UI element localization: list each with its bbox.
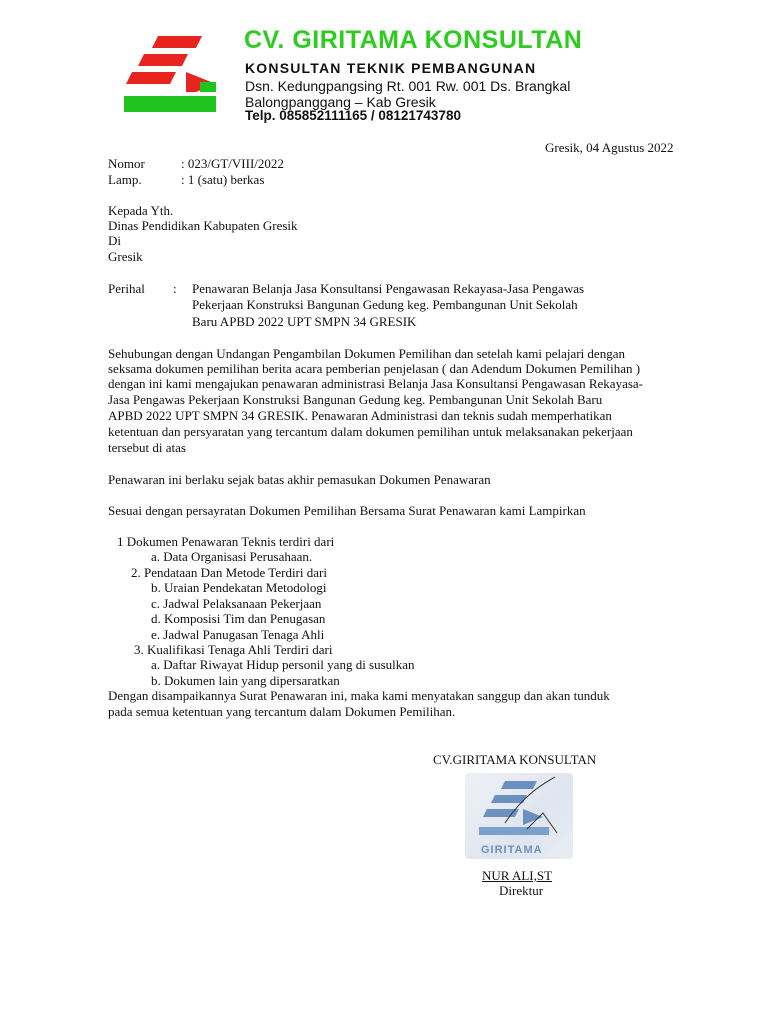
place-date: Gresik, 04 Agustus 2022 [545, 140, 674, 155]
list-item: 3. Kualifikasi Tenaga Ahli Terdiri dari [134, 642, 333, 657]
list-item: c. Jadwal Pelaksanaan Pekerjaan [151, 596, 322, 611]
list-item: a. Daftar Riwayat Hidup personil yang di susulkan [151, 657, 415, 672]
body-line-4: Jasa Pengawas Pekerjaan Konstruksi Bangunan Gedung keg. Pembangunan Unit Sekolah Baru [108, 392, 603, 407]
recipient-line-2: Dinas Pendidikan Kabupaten Gresik [108, 218, 298, 233]
body-line-2: seksama dokumen pemilihan berita acara pemberian penjelasan ( dan Adendum Dokumen Pemilihan ) [108, 361, 641, 376]
signatory-name: NUR ALI,ST [482, 868, 553, 883]
closing-line-2: pada semua ketentuan yang tercantum dalam Dokumen Pemilihan. [108, 704, 456, 719]
list-item: d. Komposisi Tim dan Penugasan [151, 611, 326, 626]
lamp-value: : 1 (satu) berkas [181, 172, 265, 187]
nomor-value: : 023/GT/VIII/2022 [181, 156, 284, 171]
body-line-7: tersebut di atas [108, 440, 186, 455]
company-stamp [465, 773, 573, 859]
recipient-line-3: Di [108, 233, 121, 248]
attachment-intro: Sesuai dengan persayratan Dokumen Pemilihan Bersama Surat Penawaran kami Lampirkan [108, 503, 586, 518]
stamp-text: GIRITAMA [481, 844, 543, 856]
company-subtitle: KONSULTAN TEKNIK PEMBANGUNAN [245, 60, 537, 76]
list-item: 2. Pendataan Dan Metode Terdiri dari [131, 565, 327, 580]
validity-text: Penawaran ini berlaku sejak batas akhir pemasukan Dokumen Penawaran [108, 472, 491, 487]
company-name: CV. GIRITAMA KONSULTAN [244, 26, 583, 54]
phone-number: Telp. 085852111165 / 08121743780 [245, 108, 461, 123]
perihal-colon: : [173, 281, 177, 296]
body-line-1: Sehubungan dengan Undangan Pengambilan Dokumen Pemilihan dan setelah kami pelajari dengan [108, 346, 625, 361]
lamp-label: Lamp. [108, 172, 142, 187]
list-item: a. Data Organisasi Perusahaan. [151, 549, 313, 564]
list-item: b. Dokumen lain yang dipersaratkan [151, 673, 340, 688]
list-item: 1 Dokumen Penawaran Teknis terdiri dari [117, 534, 335, 549]
list-item: b. Uraian Pendekatan Metodologi [151, 580, 327, 595]
recipient-line-4: Gresik [108, 249, 143, 264]
list-item: e. Jadwal Panugasan Tenaga Ahli [151, 627, 325, 642]
body-line-3: dengan ini kami mengajukan penawaran administrasi Belanja Jasa Konsultansi Pengawasan Rekayasa- [108, 376, 644, 391]
closing-line-1: Dengan disampaikannya Surat Penawaran ini, maka kami menyatakan sanggup dan akan tunduk [108, 688, 610, 703]
body-line-6: ketentuan dan persyaratan yang tercantum dalam dokumen pemilihan untuk melaksanakan pekerjaan [108, 424, 633, 439]
perihal-line-3: Baru APBD 2022 UPT SMPN 34 GRESIK [192, 314, 417, 329]
perihal-line-2: Pekerjaan Konstruksi Bangunan Gedung keg. Pembangunan Unit Sekolah [192, 297, 578, 312]
signature-company: CV.GIRITAMA KONSULTAN [433, 752, 597, 767]
perihal-line-1: Penawaran Belanja Jasa Konsultansi Pengawasan Rekayasa-Jasa Pengawas [192, 281, 585, 296]
recipient-line-1: Kepada Yth. [108, 203, 174, 218]
nomor-label: Nomor [108, 156, 145, 171]
body-line-5: APBD 2022 UPT SMPN 34 GRESIK. Penawaran Administrasi dan teknis sudah memperhatikan [108, 408, 612, 423]
signatory-title: Direktur [499, 883, 544, 898]
address-line-1: Dsn. Kedungpangsing Rt. 001 Rw. 001 Ds. Brangkal [245, 78, 571, 94]
address-line-2: Balongpanggang – Kab Gresik [245, 94, 436, 110]
company-logo [120, 32, 220, 116]
perihal-label: Perihal [108, 281, 145, 296]
